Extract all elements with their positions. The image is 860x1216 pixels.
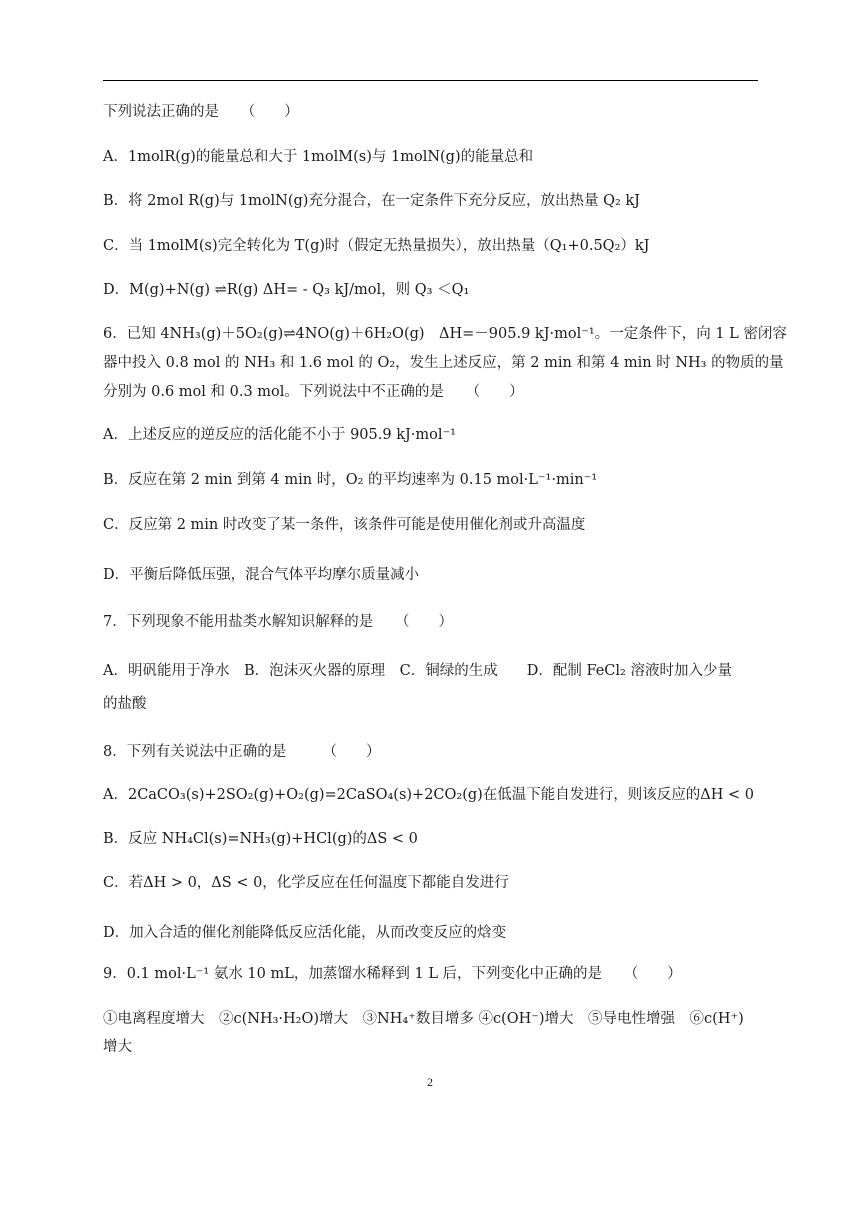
q6-stem-line1: 6．已知 4NH₃(g)＋5O₂(g)⇌4NO(g)＋6H₂O(g) ΔH=－905.9 kJ·mol⁻¹。一定条件下，向 1 L 密闭容 (103, 326, 787, 342)
q6-stem-line2: 器中投入 0.8 mol 的 NH₃ 和 1.6 mol 的 O₂，发生上述反应，第 2 min 和第 4 min 时 NH₃ 的物质的量 (103, 355, 784, 371)
q6-stem-line3: 分别为 0.6 mol 和 0.3 mol。下列说法中不正确的是 （ ） (103, 384, 524, 400)
q5-option-a: A．1molR(g)的能量总和大于 1molM(s)与 1molN(g)的能量总和 (103, 149, 534, 165)
q8-option-d: D．加入合适的催化剂能降低反应活化能，从而改变反应的焓变 (103, 925, 507, 941)
q9-items-line1: ①电离程度增大 ②c(NH₃·H₂O)增大 ③NH₄⁺数目增多 ④c(OH⁻)增大 ⑤导电性增强 ⑥c(H⁺) (103, 1011, 744, 1027)
q7-options-line1: A．明矾能用于净水 B．泡沫灭火器的原理 C．铜绿的生成 D．配制 FeCl₂ 溶液时加入少量 (103, 663, 732, 679)
q6-option-b: B．反应在第 2 min 到第 4 min 时，O₂ 的平均速率为 0.15 mol·L⁻¹·min⁻¹ (103, 472, 598, 488)
q5-option-c: C．当 1molM(s)完全转化为 T(g)时（假定无热量损失），放出热量（Q₁+0.5Q₂）kJ (103, 238, 650, 254)
q6-option-c: C．反应第 2 min 时改变了某一条件，该条件可能是使用催化剂或升高温度 (103, 517, 586, 533)
q7-stem: 7．下列现象不能用盐类水解知识解释的是 （ ） (103, 614, 453, 630)
q7-options-line2: 的盐酸 (103, 696, 147, 712)
q8-option-c: C．若ΔH > 0，ΔS < 0，化学反应在任何温度下都能自发进行 (103, 875, 509, 891)
q8-option-b: B．反应 NH₄Cl(s)=NH₃(g)+HCl(g)的ΔS < 0 (103, 831, 418, 847)
q9-items-line2: 增大 (103, 1039, 132, 1055)
q5-option-b: B．将 2mol R(g)与 1molN(g)充分混合，在一定条件下充分反应，放出热量 Q₂ kJ (103, 193, 640, 209)
q5-option-d: D．M(g)+N(g) ⇌R(g) ΔH= - Q₃ kJ/mol，则 Q₃ ＜Q₁ (103, 282, 470, 298)
q6-option-a: A．上述反应的逆反应的活化能不小于 905.9 kJ·mol⁻¹ (103, 427, 456, 443)
q9-stem: 9．0.1 mol·L⁻¹ 氨水 10 mL，加蒸馏水稀释到 1 L 后，下列变化中正确的是 （ ） (103, 966, 682, 982)
q6-option-d: D．平衡后降低压强，混合气体平均摩尔质量减小 (103, 567, 420, 583)
page-number: 2 (427, 1075, 433, 1089)
header-rule (103, 80, 758, 81)
q5-stem: 下列说法正确的是 （ ） (103, 104, 299, 120)
q8-stem: 8．下列有关说法中正确的是 （ ） (103, 744, 381, 760)
q8-option-a: A．2CaCO₃(s)+2SO₂(g)+O₂(g)=2CaSO₄(s)+2CO₂(g)在低温下能自发进行，则该反应的ΔH < 0 (103, 787, 755, 803)
